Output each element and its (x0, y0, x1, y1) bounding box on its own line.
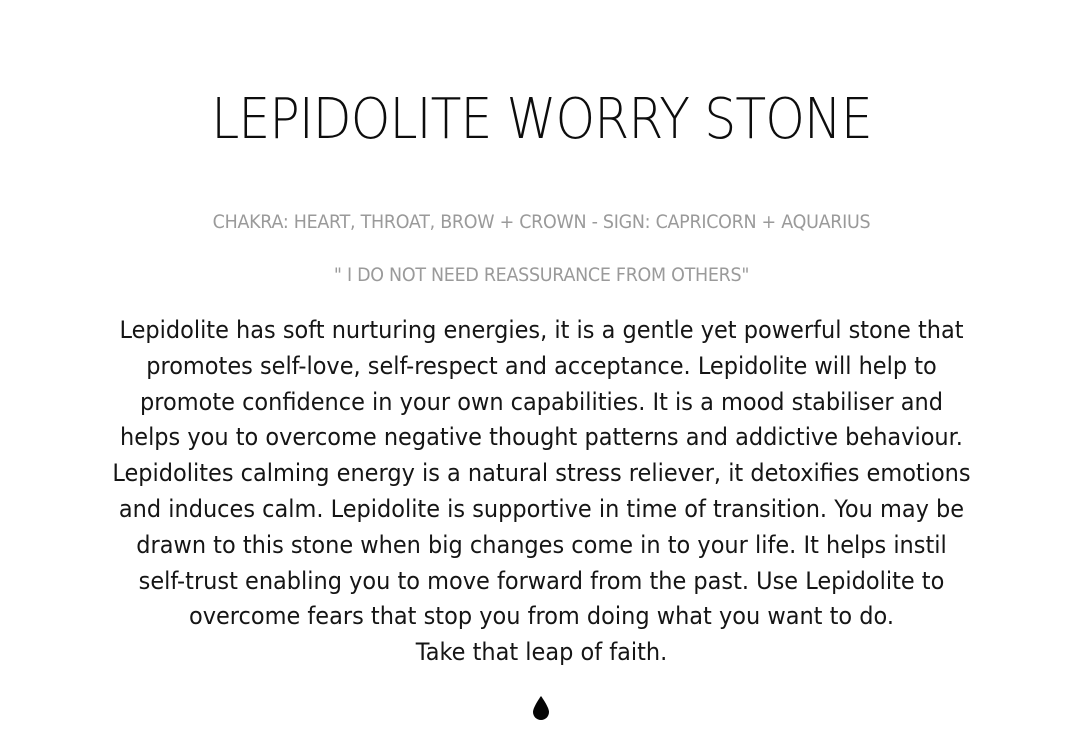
description-line: and induces calm. Lepidolite is supportive in time of transition. You may be (118, 494, 965, 523)
description-line: Lepidolites calming energy is a natural stress reliever, it detoxifies emotions (112, 459, 971, 488)
description-line: Lepidolite has soft nurturing energies, it is a gentle yet powerful stone that (119, 316, 964, 344)
description-line: self-trust enabling you to move forward from the past. Use Lepidolite to (138, 566, 945, 595)
affirmation-quote: " I DO NOT NEED REASSURANCE FROM OTHERS" (333, 264, 750, 286)
description-line: drawn to this stone when big changes come in to your life. It helps instil (136, 530, 947, 559)
water-drop-icon (531, 695, 551, 721)
description-line: helps you to overcome negative thought patterns and addictive behaviour. (120, 423, 963, 452)
description-line: promote confidence in your own capabilities. It is a mood stabiliser and (140, 387, 943, 416)
description-paragraph (0, 313, 1083, 671)
description-line: Take that leap of faith. (415, 638, 668, 667)
page-title: LEPIDOLITE WORRY STONE (211, 87, 872, 152)
description-line: promotes self-love, self-respect and acceptance. Lepidolite will help to (146, 351, 937, 380)
description-line: overcome fears that stop you from doing what you want to do. (188, 602, 894, 631)
chakra-sign-line: CHAKRA: HEART, THROAT, BROW + CROWN - SIGN: CAPRICORN + AQUARIUS (212, 211, 871, 233)
